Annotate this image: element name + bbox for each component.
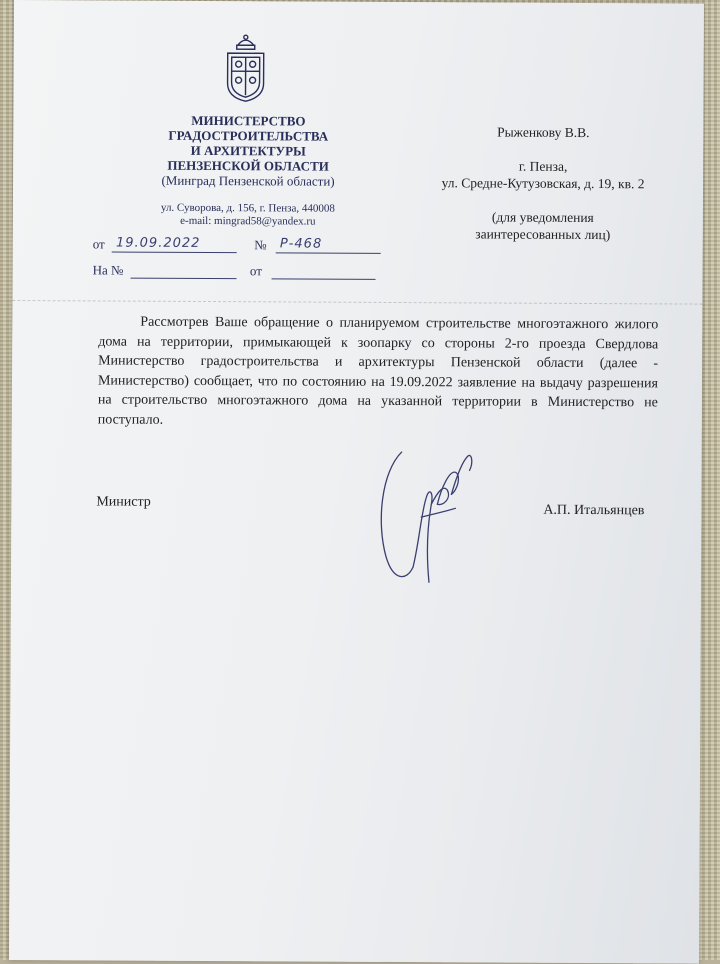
reply-number-field [131, 264, 237, 280]
org-line: И АРХИТЕКТУРЫ [123, 143, 373, 159]
handwritten-date: 19.09.2022 [116, 236, 201, 251]
registration-line [93, 236, 381, 254]
org-line: ПЕНЗЕНСКОЙ ОБЛАСТИ [123, 158, 373, 174]
coat-of-arms-icon [215, 33, 275, 103]
reply-from-label: от [250, 263, 262, 278]
org-line: МИНИСТЕРСТВО [123, 113, 373, 129]
letter-body [98, 312, 659, 432]
signatory-title: Министр [96, 494, 151, 510]
recipient-block [408, 123, 679, 243]
recipient-note: заинтересованных лиц) [408, 225, 678, 243]
date-field [112, 238, 237, 254]
org-short-name: (Минград Пензенской области) [123, 173, 373, 189]
recipient-note: (для уведомления [408, 208, 678, 226]
letter-page [9, 0, 704, 964]
reply-label: На № [93, 262, 124, 277]
organization-name [123, 113, 373, 189]
recipient-street: ул. Средне-Кутузовская, д. 19, кв. 2 [408, 174, 678, 192]
recipient-name: Рыженкову В.В. [408, 123, 678, 141]
number-field [276, 238, 381, 254]
reply-line [93, 262, 376, 279]
recipient-city: г. Пенза, [408, 157, 678, 175]
org-address-block [123, 202, 373, 229]
org-line: ГРАДОСТРОИТЕЛЬСТВА [123, 128, 373, 144]
body-paragraph: Рассмотрев Ваше обращение о планируемом строительстве многоэтажного жилого дома на территории, примыкающей к зоопарку со стороны 2-го проезда Свердлова Министерство градостроительства и архитектуры Пензенской области (далее - Министерство) сообщает, что по состоянию на 19.09.2022 заявление на выдачу разрешения на строительство многоэтажного дома на указанной территории в Министерство не поступало. [98, 312, 659, 432]
from-label: от [93, 236, 105, 251]
handwritten-number: Р-468 [280, 236, 322, 251]
paper-fold-line [12, 300, 702, 306]
number-label: № [254, 237, 266, 252]
handwritten-signature [371, 442, 482, 593]
org-email: e-mail: mingrad58@yandex.ru [123, 215, 373, 229]
signatory-name: А.П. Итальянцев [543, 503, 644, 520]
reply-date-field [271, 264, 375, 280]
org-address: ул. Суворова, д. 156, г. Пенза, 440008 [123, 202, 373, 216]
